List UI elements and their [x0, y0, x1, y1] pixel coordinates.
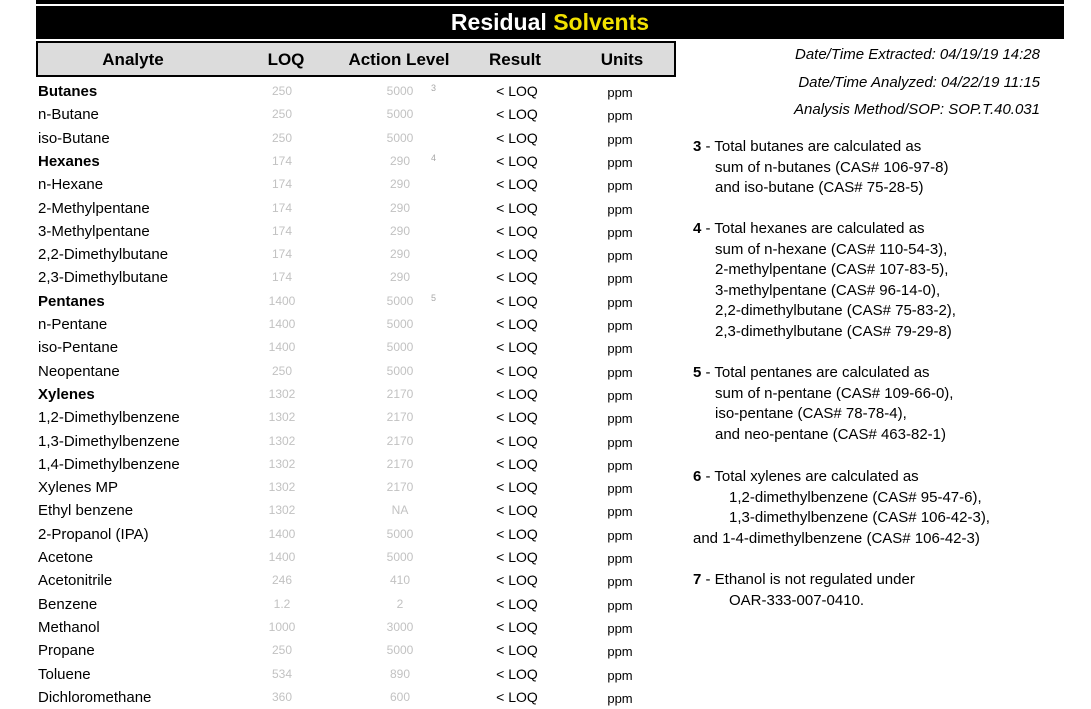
table-row	[36, 453, 676, 476]
analyte-cell: Benzene	[38, 595, 98, 613]
result-cell: < LOQ	[496, 665, 538, 682]
table-row	[36, 383, 676, 406]
footnote-line: sum of n-pentane (CAS# 109-66-0),	[715, 384, 954, 402]
units-cell: ppm	[607, 644, 633, 660]
loq-cell: 250	[271, 643, 293, 658]
analyte-cell: Neopentane	[38, 362, 120, 380]
action-level-cell: 5000	[386, 130, 414, 145]
action-level-cell: 290	[389, 177, 411, 192]
analyte-cell: Xylenes MP	[38, 479, 119, 497]
loq-cell: 1.2	[273, 596, 291, 611]
analyte-cell: Acetone	[38, 549, 94, 566]
result-cell: < LOQ	[496, 572, 538, 589]
table-row	[36, 523, 676, 546]
loq-cell: 1302	[268, 410, 296, 425]
units-cell: ppm	[607, 620, 633, 636]
loq-cell: 360	[271, 689, 293, 704]
action-level-cell: 5000	[386, 107, 414, 122]
loq-cell: 1400	[268, 340, 296, 355]
footnote-line: 3-methylpentane (CAS# 96-14-0),	[715, 281, 941, 299]
analyte-cell: Ethyl benzene	[38, 502, 134, 520]
result-cell: < LOQ	[496, 129, 538, 146]
loq-cell: 174	[271, 270, 293, 285]
units-cell: ppm	[607, 481, 633, 497]
table-row	[36, 360, 676, 383]
footnote-line: and 1-4-dimethylbenzene (CAS# 106-42-3)	[693, 529, 980, 547]
footnote-line: sum of n-butanes (CAS# 106-97-8)	[715, 158, 949, 176]
loq-cell: 174	[271, 153, 293, 168]
action-level-cell: 5000	[386, 526, 414, 541]
units-cell: ppm	[607, 318, 633, 333]
action-level-cell: 290	[389, 270, 411, 285]
table-header	[36, 41, 676, 77]
units-cell: ppm	[607, 364, 633, 380]
table-row	[36, 243, 676, 266]
units-cell: ppm	[607, 271, 633, 287]
units-cell: ppm	[607, 434, 633, 450]
footnote-6	[693, 467, 1073, 549]
action-level-cell: 5000	[386, 317, 414, 331]
analyte-cell: 2,3-Dimethylbutane	[38, 269, 169, 287]
action-level-cell: 2170	[386, 410, 414, 425]
action-level-cell: 2170	[386, 480, 414, 495]
units-cell: ppm	[607, 201, 633, 217]
section-title	[36, 6, 1064, 39]
loq-cell: 174	[271, 177, 293, 192]
footnote-3	[693, 137, 1073, 199]
analyte-cell: 1,4-Dimethylbenzene	[38, 455, 180, 473]
top-rule	[36, 0, 1064, 4]
result-cell: < LOQ	[496, 362, 538, 379]
table-row	[36, 686, 676, 709]
loq-cell: 174	[271, 223, 293, 238]
result-cell: < LOQ	[496, 525, 538, 542]
table-row	[36, 406, 676, 429]
footnote-line: 1,2-dimethylbenzene (CAS# 95-47-6),	[729, 488, 982, 506]
footnote-line: 1,3-dimethylbenzene (CAS# 106-42-3),	[729, 509, 990, 526]
footnote-number: 5	[693, 364, 702, 381]
analyte-cell: n-Pentane	[38, 316, 108, 333]
loq-cell: 1302	[268, 456, 296, 471]
action-level-cell: NA	[391, 503, 409, 518]
table-row	[36, 476, 676, 499]
action-level-cell: 290	[389, 223, 411, 238]
units-cell: ppm	[607, 551, 633, 566]
footnote-text: - Total pentanes are calculated as	[705, 364, 930, 381]
result-cell: < LOQ	[496, 339, 538, 356]
table-row	[36, 150, 676, 173]
col-action-level: Action Level	[348, 50, 450, 69]
col-loq: LOQ	[267, 50, 305, 69]
result-cell: < LOQ	[496, 595, 538, 612]
analyte-cell: 2,2-Dimethylbutane	[38, 246, 169, 264]
action-level-cell: 5000	[386, 643, 414, 658]
units-cell: ppm	[607, 85, 633, 100]
table-row	[36, 313, 676, 336]
footnote-ref: 5	[431, 292, 437, 303]
table-row	[36, 336, 676, 359]
result-cell: < LOQ	[496, 176, 538, 193]
loq-cell: 1400	[268, 550, 296, 564]
loq-cell: 246	[271, 573, 293, 588]
units-cell: ppm	[607, 527, 633, 543]
analyte-cell: 1,3-Dimethylbenzene	[38, 432, 180, 450]
result-cell: < LOQ	[496, 152, 538, 169]
units-cell: ppm	[607, 108, 633, 124]
footnote-7	[693, 570, 1073, 611]
result-cell: < LOQ	[496, 502, 538, 519]
loq-cell: 1400	[268, 317, 296, 331]
result-cell: < LOQ	[496, 385, 538, 402]
units-cell: ppm	[607, 457, 633, 473]
analyte-cell: Dichloromethane	[38, 688, 152, 706]
result-cell: < LOQ	[496, 642, 538, 659]
units-cell: ppm	[607, 387, 633, 403]
units-cell: ppm	[607, 574, 633, 590]
action-level-cell: 290	[389, 153, 411, 168]
title-part-2: Solvents	[553, 9, 650, 35]
action-level-cell: 5000	[386, 293, 414, 308]
footnote-text: - Ethanol is not regulated under	[705, 571, 915, 588]
col-analyte: Analyte	[102, 50, 164, 69]
table-row	[36, 546, 676, 569]
action-level-cell: 890	[389, 666, 411, 681]
table-row	[36, 639, 676, 662]
footnote-first-line	[693, 219, 1073, 240]
result-cell: < LOQ	[496, 455, 538, 472]
col-result: Result	[489, 50, 541, 69]
title-part-1: Residual	[450, 9, 547, 35]
analyte-cell: Xylenes	[38, 385, 95, 403]
loq-cell: 1400	[268, 526, 296, 541]
action-level-cell: 5000	[386, 84, 414, 98]
analyte-cell: Butanes	[38, 83, 98, 100]
result-cell: < LOQ	[496, 269, 538, 286]
action-level-cell: 2170	[386, 386, 414, 401]
table-row	[36, 197, 676, 220]
result-cell: < LOQ	[496, 316, 538, 332]
units-cell: ppm	[607, 248, 633, 264]
table-row	[36, 173, 676, 196]
footnote-first-line	[693, 570, 1073, 591]
analyte-cell: iso-Pentane	[38, 339, 119, 357]
analyte-cell: Methanol	[38, 618, 100, 636]
footnote-number: 6	[693, 468, 702, 485]
footnote-first-line	[693, 467, 1073, 488]
footnote-text: - Total xylenes are calculated as	[705, 468, 919, 485]
table-row	[36, 569, 676, 592]
footnote-ref: 3	[431, 83, 437, 93]
date-analyzed: Date/Time Analyzed: 04/22/19 11:15	[798, 74, 1040, 91]
result-cell: < LOQ	[496, 83, 538, 99]
analyte-cell: Hexanes	[38, 152, 100, 170]
units-cell: ppm	[607, 667, 633, 683]
units-cell: ppm	[607, 341, 633, 357]
analyte-cell: 1,2-Dimethylbenzene	[38, 409, 180, 427]
table-row	[36, 220, 676, 243]
analyte-cell: Acetonitrile	[38, 572, 113, 590]
action-level-cell: 600	[389, 689, 411, 704]
loq-cell: 174	[271, 200, 293, 215]
footnote-line: and neo-pentane (CAS# 463-82-1)	[715, 425, 946, 443]
table-row	[36, 290, 676, 313]
loq-cell: 250	[271, 107, 293, 122]
action-level-cell: 5000	[386, 340, 414, 355]
footnote-line: 2-methylpentane (CAS# 107-83-5),	[715, 261, 949, 278]
footnote-number: 3	[693, 138, 702, 155]
footnote-line: 2,3-dimethylbutane (CAS# 79-29-8)	[715, 322, 952, 340]
col-units: Units	[600, 50, 644, 69]
action-level-cell: 410	[389, 573, 411, 588]
loq-cell: 1400	[268, 293, 296, 308]
loq-cell: 1302	[268, 433, 296, 448]
footnote-line: 2,2-dimethylbutane (CAS# 75-83-2),	[715, 302, 956, 319]
table-row	[36, 430, 676, 453]
result-cell: < LOQ	[496, 409, 538, 426]
units-cell: ppm	[607, 154, 633, 170]
units-cell: ppm	[607, 224, 633, 240]
analyte-cell: n-Butane	[38, 106, 99, 124]
analyte-cell: Toluene	[38, 665, 91, 683]
loq-cell: 1302	[268, 503, 296, 518]
analyte-cell: Pentanes	[38, 292, 105, 310]
analyte-cell: Propane	[38, 642, 95, 660]
footnote-text: - Total hexanes are calculated as	[705, 220, 925, 237]
footnote-4	[693, 219, 1073, 342]
footnote-number: 7	[693, 571, 702, 588]
action-level-cell: 5000	[386, 363, 414, 378]
loq-cell: 250	[271, 363, 293, 378]
result-cell: < LOQ	[496, 106, 538, 123]
footnote-number: 4	[693, 220, 702, 237]
loq-cell: 174	[271, 247, 293, 262]
table-row	[36, 80, 676, 103]
table-row	[36, 127, 676, 150]
result-cell: < LOQ	[496, 549, 538, 565]
result-cell: < LOQ	[496, 479, 538, 496]
loq-cell: 1302	[268, 386, 296, 401]
loq-cell: 250	[271, 84, 293, 98]
footnote-line: sum of n-hexane (CAS# 110-54-3),	[715, 240, 948, 258]
table-row	[36, 616, 676, 639]
result-cell: < LOQ	[496, 199, 538, 216]
action-level-cell: 290	[389, 247, 411, 262]
date-extracted: Date/Time Extracted: 04/19/19 14:28	[794, 46, 1040, 63]
footnote-line: OAR-333-007-0410.	[729, 591, 865, 609]
loq-cell: 1302	[268, 480, 296, 495]
footnote-first-line	[693, 137, 1073, 158]
analysis-method: Analysis Method/SOP: SOP.T.40.031	[794, 101, 1040, 118]
footnote-line: iso-pentane (CAS# 78-78-4),	[715, 405, 907, 422]
footnote-ref: 4	[431, 152, 437, 163]
units-cell: ppm	[607, 178, 633, 194]
loq-cell: 1000	[268, 619, 296, 634]
analyte-cell: iso-Butane	[38, 129, 110, 147]
action-level-cell: 5000	[386, 550, 414, 564]
footnote-5	[693, 363, 1073, 445]
table-row	[36, 266, 676, 289]
result-cell: < LOQ	[496, 292, 538, 309]
units-cell: ppm	[607, 131, 633, 147]
analyte-cell: 2-Propanol (IPA)	[38, 525, 149, 543]
result-cell: < LOQ	[496, 222, 538, 239]
action-level-cell: 2170	[386, 456, 414, 471]
analyte-cell: 2-Methylpentane	[38, 199, 150, 217]
action-level-cell: 3000	[386, 619, 414, 634]
loq-cell: 534	[271, 666, 293, 681]
footnote-first-line	[693, 363, 1073, 384]
footnote-text: - Total butanes are calculated as	[705, 138, 922, 155]
result-cell: < LOQ	[496, 246, 538, 263]
result-cell: < LOQ	[496, 688, 538, 705]
table-row	[36, 499, 676, 522]
action-level-cell: 2170	[386, 433, 414, 448]
units-cell: ppm	[607, 597, 633, 613]
result-cell: < LOQ	[496, 432, 538, 449]
units-cell: ppm	[607, 504, 633, 520]
units-cell: ppm	[607, 411, 633, 427]
footnote-line: and iso-butane (CAS# 75-28-5)	[715, 179, 924, 196]
loq-cell: 250	[271, 130, 293, 145]
table-row	[36, 103, 676, 126]
analyte-cell: 3-Methylpentane	[38, 222, 150, 240]
analyte-cell: n-Hexane	[38, 176, 104, 194]
units-cell: ppm	[607, 690, 633, 706]
result-cell: < LOQ	[496, 618, 538, 635]
action-level-cell: 290	[389, 200, 411, 215]
table-row	[36, 593, 676, 616]
units-cell: ppm	[607, 294, 633, 310]
action-level-cell: 2	[396, 596, 404, 611]
table-row	[36, 663, 676, 686]
